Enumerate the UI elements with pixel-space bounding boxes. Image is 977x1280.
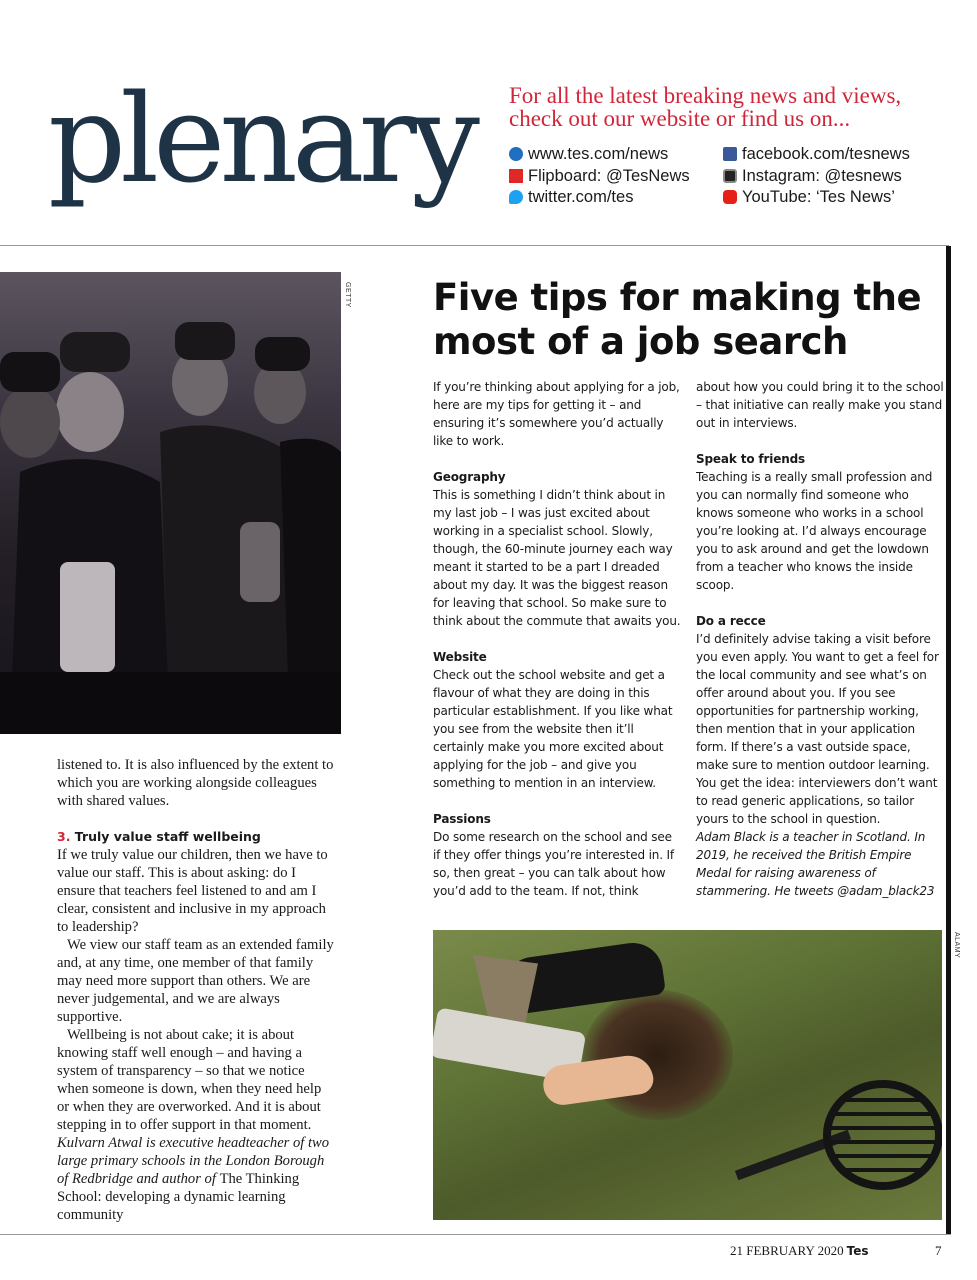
link-website[interactable] [509, 144, 723, 165]
left-paragraph-3: We view our staff team as an extended family and, at any time, one member of that family may need more support than others. We are never judgemental, and we are always supportive. [57, 937, 334, 1025]
article-headline: Five tips for making the most of a job search [433, 276, 922, 363]
heading-friends: Speak to friends [696, 452, 806, 466]
article-column-1 [433, 378, 681, 918]
article-author-bio: Adam Black is a teacher in Scotland. In 2019, he received the British Empire Medal for raising awareness of stammering. He tweets @adam_black23 [696, 830, 935, 898]
promo-text [509, 84, 949, 130]
link-twitter[interactable] [509, 187, 723, 208]
detector-coil [823, 1080, 942, 1190]
paragraph-website: Check out the school website and get a flavour of what they are doing in this particular establishment. If you like what you see from the website then it’ll certainly make you more excited about applying for the job – and give you something to mention in an interview. [433, 668, 673, 790]
link-facebook[interactable] [723, 144, 949, 165]
heading-recce: Do a recce [696, 614, 766, 628]
masthead-title: plenary [48, 68, 474, 210]
footer-date [730, 1243, 869, 1259]
promo-line-1: For all the latest breaking news and views, [509, 83, 902, 108]
link-flipboard-text[interactable]: Flipboard: @TesNews [528, 166, 690, 185]
left-paragraph-4: Wellbeing is not about cake; it is about knowing staff well enough – and having a system of transparency – so that we notice when someone is down, when they need help or when they are overworked. And it is about stepping in to offer support in that moment. [57, 1027, 322, 1133]
soil-hole [583, 990, 733, 1120]
facebook-icon [723, 147, 737, 161]
link-youtube[interactable] [723, 187, 949, 208]
link-flipboard[interactable] [509, 166, 723, 187]
paragraph-passions-a: Do some research on the school and see if they offer things you’re interested in. If so, then great – you can talk about how you’d add to the team. If not, think [433, 830, 675, 898]
issue-date: 21 FEBRUARY 2020 [730, 1243, 844, 1258]
social-links [509, 144, 949, 208]
metal-detecting-photo [433, 930, 942, 1220]
link-website-text[interactable]: www.tes.com/news [528, 145, 669, 163]
heading-number: 3. [57, 829, 71, 844]
left-paragraph-1: listened to. It is also influenced by the extent to which you are working alongside colleagues with shared values. [57, 757, 334, 809]
paragraph-recce: I’d definitely advise taking a visit before you even apply. You want to get a feel for the local community and see what’s on offer around about you. If you see opportunities for partnership working, then mention that in your application form. If there’s a vast outside space, make sure to mention outdoor learning. You get the idea: interviewers don’t want to read generic applications, so tailor yours to the school in question. [696, 632, 939, 826]
link-instagram-text[interactable]: Instagram: @tesnews [742, 166, 902, 185]
brand-name: Tes [846, 1244, 869, 1258]
left-bio-book: The Thinking School: developing a dynamic learning community [57, 1171, 300, 1223]
heading-website: Website [433, 650, 487, 664]
paragraph-passions-b: about how you could bring it to the school – that initiative can really make you stand out in interviews. [696, 380, 944, 430]
link-instagram[interactable] [723, 166, 949, 187]
twitter-icon [509, 190, 523, 204]
promo-line-2: check out our website or find us on... [509, 106, 851, 131]
article-column-2 [696, 378, 944, 900]
photo-credit-getty: GETTY [344, 282, 351, 308]
paragraph-friends: Teaching is a really small profession and you can normally find someone who knows someone who works in a school you’re looking at. I’d always encourage you to ask around and get the lowdown from a teacher who knows the inside scoop. [696, 470, 933, 592]
column-rule [946, 246, 951, 1234]
historic-photo [0, 272, 341, 734]
heading-passions: Passions [433, 812, 491, 826]
globe-icon [509, 147, 523, 161]
left-author-bio [57, 1134, 337, 1224]
left-article-column [57, 756, 337, 1224]
youtube-icon [723, 190, 737, 204]
flipboard-icon [509, 169, 523, 183]
photo-credit-alamy: ALAMY [953, 932, 960, 959]
crowd-illustration [0, 272, 341, 734]
heading-geography: Geography [433, 470, 506, 484]
instagram-icon [723, 169, 737, 183]
paragraph-geography: This is something I didn’t think about in my last job – I was just excited about working in a specialist school. Slowly, though, the 60-minute journey each way meant it started to be a part I dreaded about my day. It was the biggest reason for leaving that school. So make sure to think about the commute that awaits you. [433, 488, 681, 628]
link-twitter-text[interactable]: twitter.com/tes [528, 188, 634, 206]
left-paragraph-2: If we truly value our children, then we have to value our staff. This is about asking: do I ensure that teachers feel listened to and am I clear, consistent and inclusive in my approach to leadership? [57, 847, 328, 935]
article-intro: If you’re thinking about applying for a job, here are my tips for getting it – and ensuring it’s somewhere you’d actually like to work. [433, 380, 680, 448]
footer-divider [0, 1234, 951, 1235]
link-facebook-text[interactable]: facebook.com/tesnews [742, 145, 910, 163]
link-youtube-text[interactable]: YouTube: ‘Tes News’ [742, 188, 895, 206]
header-divider [0, 245, 949, 246]
left-bio-italic: Kulvarn Atwal is executive headteacher of two large primary schools in the London Borough of Redbridge and author of [57, 1135, 330, 1187]
left-section-heading [57, 828, 337, 846]
heading-text: Truly value staff wellbeing [70, 829, 261, 844]
page-number: 7 [935, 1243, 942, 1258]
